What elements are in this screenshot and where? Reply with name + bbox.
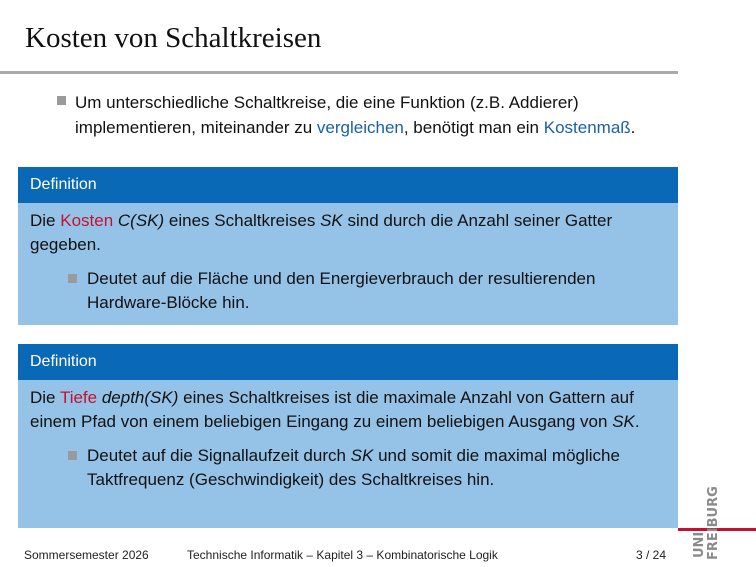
intro-part1: Um unterschiedliche Schaltkreise, die eine Funktion (z.B. Addierer) implementieren, miteinander zu [75, 93, 579, 137]
freiburg-logo-icon [690, 480, 730, 560]
logo-line-uni: UNI [692, 531, 707, 558]
def2-sub1: Deutet auf die Signallaufzeit durch [87, 446, 351, 465]
definition-subbullet [30, 267, 664, 315]
intro-part2: , benötigt man ein [403, 118, 544, 137]
definition-box-tiefe [18, 344, 678, 528]
definition-header: Definition [18, 167, 678, 203]
def2-p3: eines Schaltkreises ist die maximale Anzahl von Gattern auf einem Pfad von einem beliebigen Eingang zu einem beliebigen Ausgang von [30, 388, 634, 431]
def2-p4: . [634, 412, 640, 431]
intro-highlight-vergleichen: vergleichen [316, 118, 404, 137]
term-kosten: Kosten [60, 211, 114, 230]
logo-line-freiburg: FREIBURG [706, 486, 721, 560]
definition-text [30, 386, 664, 434]
def1-p1: Die [30, 211, 61, 230]
symbol-depth: depth(SK) [101, 388, 179, 407]
footer-course: Technische Informatik – Kapitel 3 – Kombinatorische Logik [187, 548, 498, 562]
title-divider [0, 71, 678, 74]
bullet-square-icon [68, 451, 77, 460]
intro-text [57, 90, 657, 140]
bullet-square-icon [68, 274, 77, 283]
def2-p1: Die [30, 388, 60, 407]
term-tiefe: Tiefe [59, 388, 98, 407]
symbol-sk: SK [350, 446, 374, 465]
symbol-cost: C(SK) [117, 211, 165, 230]
university-logo [690, 480, 730, 560]
def1-sub-text: Deutet auf die Fläche und den Energieverbrauch der resultierenden Hardware-Blöcke hin. [87, 269, 596, 312]
definition-box-kosten [18, 167, 678, 325]
slide-title: Kosten von Schaltkreisen [25, 22, 322, 54]
intro-highlight-kostenmass: Kostenmaß [543, 118, 631, 137]
definition-body [18, 380, 678, 492]
intro-part3: . [630, 118, 636, 137]
symbol-sk: SK [320, 211, 343, 230]
footer-semester: Sommersemester 2026 [24, 548, 149, 562]
def1-p3: eines Schaltkreises [164, 211, 321, 230]
definition-header: Definition [18, 344, 678, 380]
def2-sub2: und somit die maximal mögliche Taktfrequenz (Geschwindigkeit) des Schaltkreises hin. [87, 446, 620, 489]
bullet-square-icon [57, 96, 66, 105]
footer-page-number: 3 / 24 [636, 548, 667, 562]
symbol-sk: SK [612, 412, 635, 431]
intro-bullet [57, 90, 657, 140]
definition-subbullet [30, 444, 664, 492]
def1-p4: sind durch die Anzahl seiner Gatter gegeben. [30, 211, 613, 254]
definition-body [18, 203, 678, 315]
definition-text [30, 209, 664, 257]
